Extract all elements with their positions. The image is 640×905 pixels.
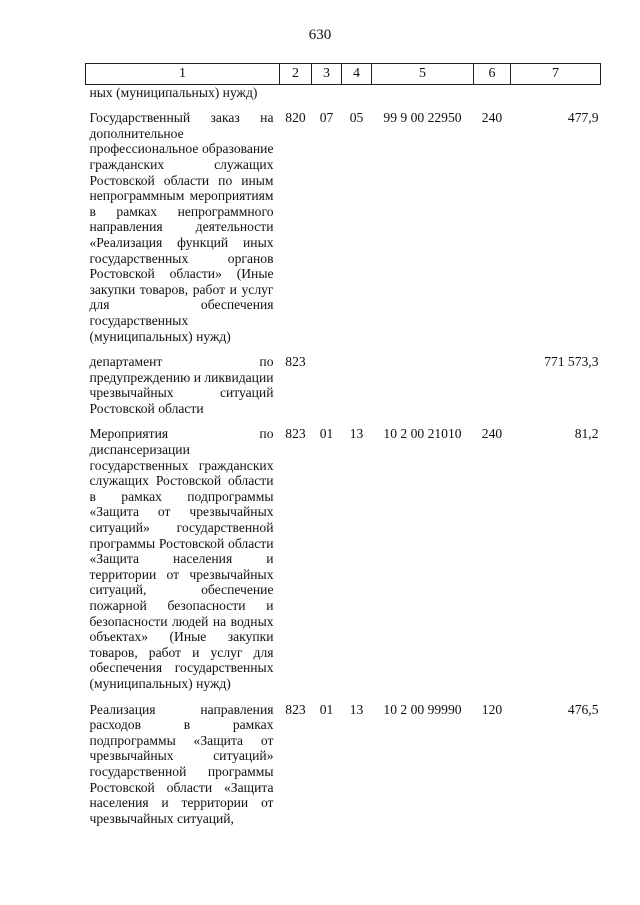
expense-type-code: 240 (481, 110, 503, 126)
subsection-code (342, 85, 372, 111)
amount-value: 476,5 (567, 701, 599, 717)
expense-type-code: 240 (481, 426, 503, 442)
table-row (86, 110, 601, 354)
table-row (86, 702, 601, 837)
table-row (86, 354, 601, 426)
column-header: 6 (474, 64, 511, 85)
ministry-code: 823 (285, 701, 306, 717)
subsection-code (342, 354, 372, 426)
amount-value (511, 85, 601, 111)
budget-table (85, 63, 601, 836)
subsection-code: 13 (349, 426, 364, 442)
ministry-code (280, 85, 312, 111)
amount-value: 771 573,3 (544, 354, 599, 370)
column-header: 1 (86, 64, 280, 85)
expense-type-code: 120 (481, 701, 503, 717)
target-article-code: 99 9 00 22950 (383, 110, 462, 126)
ministry-code: 820 (285, 110, 306, 126)
table-row (86, 85, 601, 111)
table-row (86, 426, 601, 701)
amount-value: 81,2 (574, 426, 599, 442)
section-code (312, 85, 342, 111)
expense-type-code (474, 85, 511, 111)
target-article-code: 10 2 00 99990 (383, 701, 462, 717)
target-article-code: 10 2 00 21010 (383, 426, 462, 442)
row-description: Государственный заказ на дополнительное профессиональное образование гражданских служащих Ростовской области по иным непрограммным мероприятиям в рамках непрограммного направления деятельности «Реализация функций иных государственных органов Ростовской области» (Иные закупки товаров, работ и услуг для обеспечения государственных (муниципальных) нужд) (89, 110, 274, 344)
page-number: 630 (308, 27, 332, 43)
ministry-code: 823 (285, 354, 306, 370)
expense-type-code (474, 354, 511, 426)
ministry-code: 823 (285, 426, 306, 442)
target-article-code (372, 85, 474, 111)
column-header: 3 (312, 64, 342, 85)
header-row (86, 64, 601, 85)
row-description: департамент по предупреждению и ликвидации чрезвычайных ситуаций Ростовской области (89, 354, 274, 416)
section-code (312, 354, 342, 426)
section-code: 01 (319, 426, 334, 442)
subsection-code: 05 (349, 110, 364, 126)
column-header: 5 (372, 64, 474, 85)
column-header: 4 (342, 64, 372, 85)
section-code: 07 (319, 110, 334, 126)
section-code: 01 (319, 701, 334, 717)
column-header: 2 (280, 64, 312, 85)
row-description: Реализация направления расходов в рамках подпрограммы «Защита от чрезвычайных ситуаций» государственной программы Ростовской области «Защита населения и территории от чрезвычайных ситуаций, (89, 701, 274, 826)
column-header: 7 (511, 64, 601, 85)
target-article-code (372, 354, 474, 426)
row-description: ных (муниципальных) нужд) (89, 85, 258, 100)
amount-value: 477,9 (567, 110, 599, 126)
subsection-code: 13 (349, 701, 364, 717)
row-description: Мероприятия по диспансеризации государственных гражданских служащих Ростовской области в рамках подпрограммы «Защита от чрезвычайных ситуаций» государственной программы Ростовской области «Защита населения и территории от чрезвычайных ситуаций, обеспечение пожарной безопасности и безопасности людей на водных объектах» (Иные закупки товаров, работ и услуг для обеспечения государственных (муниципальных) нужд) (89, 426, 274, 691)
